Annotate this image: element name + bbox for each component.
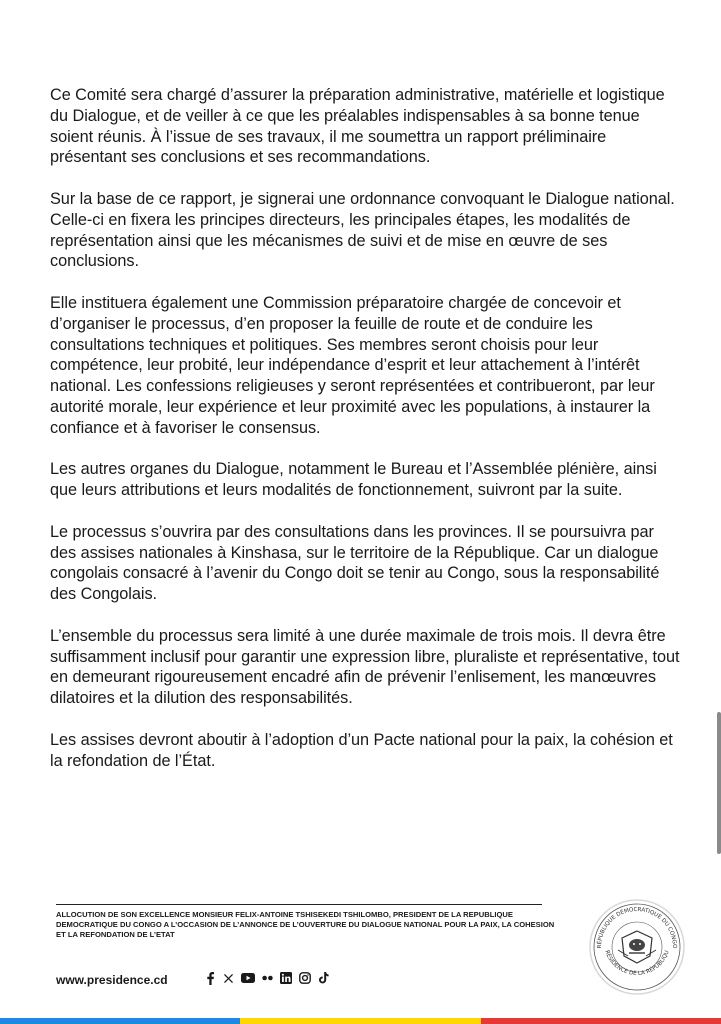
paragraph: Les assises devront aboutir à l’adoption d’un Pacte national pour la paix, la cohésion et la refondation de l’État. [50,730,673,770]
paragraph: Elle instituera également une Commission préparatoire chargée de concevoir et d’organiser le processus, d’en proposer la feuille de route et de conduire les consultations techniques et politiques. Ses membres seront choisis pour leur compétence, leur probité, leur indépendance d’esprit et leur attachement à l’intérêt national. Les confessions religieuses y seront représentées et contribueront, par leur autorité morale, leur expérience et leur proximité avec les populations, à instaurer la confiance et à favoriser le consensus. [50,293,655,437]
seal-top-text: RÉPUBLIQUE DÉMOCRATIQUE DU CONGO [596,906,678,949]
flag-blue-stripe [0,1018,240,1024]
seal-bottom-text: RÉSIDENCE DE LA RÉPUBLIQU [603,949,671,977]
instagram-icon[interactable] [299,971,311,985]
scrollbar[interactable] [717,712,721,854]
paragraph: Les autres organes du Dialogue, notamment le Bureau et l’Assemblée plénière, ainsi que leurs attributions et leurs modalités de fonctionnement, suivront par la suite. [50,460,657,500]
document-body [50,85,680,792]
youtube-icon[interactable] [241,971,255,985]
website-link[interactable]: www.presidence.cd [56,973,168,987]
paragraph: Ce Comité sera chargé d’assurer la préparation administrative, matérielle et logistique du Dialogue, et de veiller à ce que les préalables indispensables à sa bonne tenue soient réunis. À l’issue de ses travaux, il me soumettra un rapport préliminaire présentant ses conclusions et ses recommandations. [50,86,665,167]
facebook-icon[interactable] [205,971,216,985]
x-icon[interactable] [223,971,234,985]
flickr-icon[interactable] [262,971,273,985]
social-links [205,971,329,985]
presidential-seal [588,898,686,996]
paragraph: L’ensemble du processus sera limité à une durée maximale de trois mois. Il devra être suffisamment inclusif pour garantir une expression libre, pluraliste et représentative, tout en demeurant rigoureusement encadré afin de prévenir l’enlisement, les manœuvres dilatoires et la dilution des responsabilités. [50,626,680,708]
tiktok-icon[interactable] [318,971,329,985]
flag-color-bar [0,1018,721,1024]
paragraph: Sur la base de ce rapport, je signerai une ordonnance convoquant le Dialogue national. Celle-ci en fixera les principes directeurs, les principales étapes, les modalités de représentation ainsi que les mécanismes de suivi et de mise en œuvre de ses conclusions. [50,189,675,271]
paragraph: Le processus s’ouvrira par des consultations dans les provinces. Il se poursuivra par des assises nationales à Kinshasa, sur le territoire de la République. Car un dialogue congolais consacré à l’avenir du Congo doit se tenir au Congo, sous la responsabilité des Congolais. [50,522,660,604]
footer-caption: ALLOCUTION DE SON EXCELLENCE MONSIEUR FELIX-ANTOINE TSHISEKEDI TSHILOMBO, PRESIDENT DE LA REPUBLIQUE DEMOCRATIQUE DU CONGO A L’OCCASION DE L’ANNONCE DE L’OUVERTURE DU DIALOGUE NATIONAL POUR LA PAIX, LA COHESION ET LA REFONDATION DE L’ETAT [56,910,555,940]
linkedin-icon[interactable] [280,971,292,985]
flag-yellow-stripe [240,1018,480,1024]
footer-divider [56,904,542,905]
flag-red-stripe [481,1018,721,1024]
